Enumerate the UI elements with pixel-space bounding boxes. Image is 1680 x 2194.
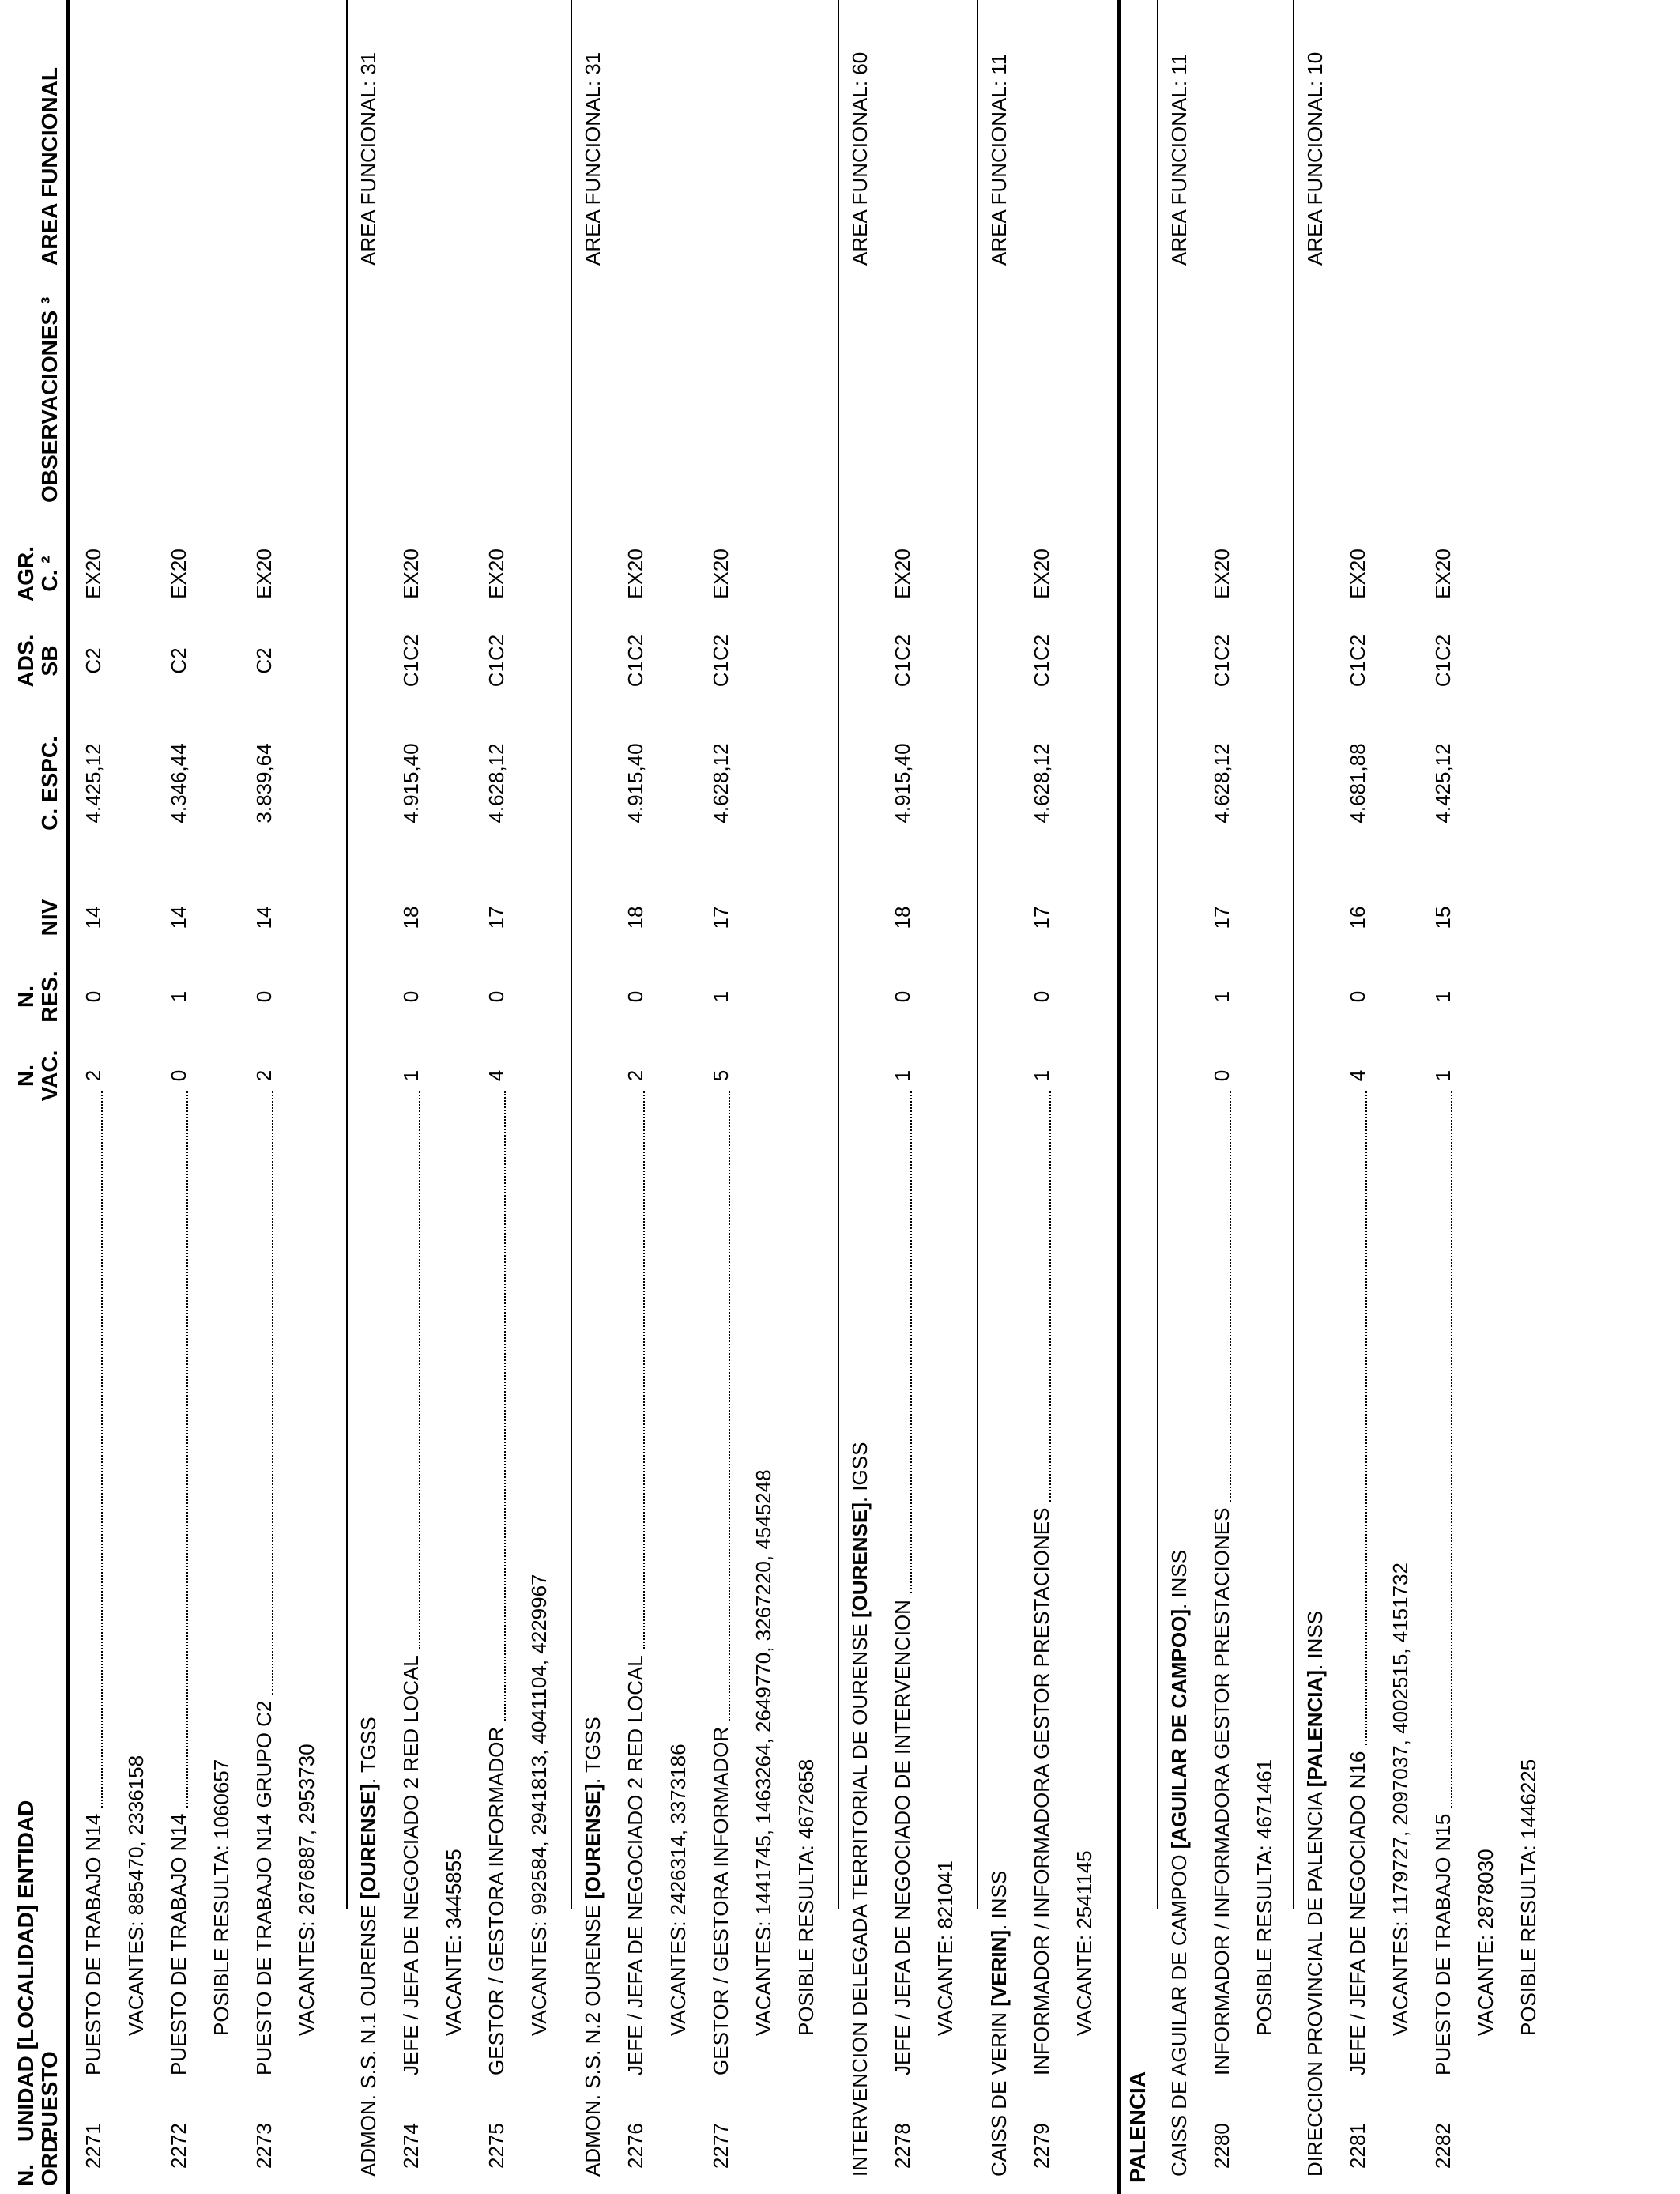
row-puesto: PUESTO DE TRABAJO N14	[81, 1813, 105, 2075]
row-ord: 2281	[1346, 2123, 1369, 2169]
row-agr: EX20	[1210, 548, 1234, 599]
leader-dots	[185, 1091, 188, 1808]
header-unidad	[14, 1800, 62, 2142]
row-niv: 16	[1346, 906, 1369, 929]
row-niv: 15	[1431, 906, 1455, 929]
row-niv: 14	[252, 906, 276, 929]
row-detail: VACANTES: 885470, 2336158	[124, 1755, 148, 2036]
row-detail: VACANTES: 2676887, 2953730	[295, 1744, 318, 2036]
row-ads: C1C2	[1210, 634, 1234, 688]
row-agr: EX20	[167, 548, 190, 599]
header-rule	[66, 0, 70, 2194]
row-puesto: PUESTO DE TRABAJO N14	[167, 1813, 190, 2075]
row-ord: 2282	[1431, 2123, 1455, 2169]
area-funcional: AREA FUNCIONAL: 11	[987, 53, 1011, 266]
header-unidad-line1: UNIDAD [LOCALIDAD] ENTIDAD	[13, 1800, 38, 2142]
row-puesto: GESTOR / GESTORA INFORMADOR	[484, 1726, 508, 2075]
row-res: 1	[709, 990, 733, 1003]
row-espc: 4.681,88	[1346, 743, 1369, 824]
unit-locality: [VERIN]	[987, 1929, 1011, 2007]
row-vac: 5	[709, 1069, 733, 1082]
leader-dots	[1449, 1091, 1452, 1808]
row-espc: 3.839,64	[252, 743, 276, 824]
header-res-line1: N.	[13, 986, 38, 1008]
leader-dots	[1048, 1091, 1051, 1502]
row-detail: VACANTE: 821041	[933, 1860, 957, 2036]
row-ads: C1C2	[1346, 634, 1369, 688]
row-res: 1	[1210, 990, 1234, 1003]
row-detail: POSIBLE RESULTA: 4672658	[794, 1759, 818, 2036]
area-funcional: AREA FUNCIONAL: 11	[1167, 53, 1191, 266]
row-detail: VACANTE: 2541145	[1072, 1850, 1096, 2036]
row-vac: 0	[167, 1069, 190, 1082]
unit-name	[1304, 1611, 1326, 2177]
row-niv: 18	[623, 906, 647, 929]
row-ads: C1C2	[709, 634, 733, 688]
leader-dots	[1228, 1091, 1231, 1502]
group-rule	[1293, 0, 1294, 1909]
row-res: 0	[81, 990, 105, 1003]
row-niv: 17	[1030, 906, 1053, 929]
row-puesto: JEFE / JEFA DE NEGOCIADO 2 RED LOCAL	[399, 1655, 423, 2075]
header-obs-label: OBSERVACIONES ³	[37, 296, 62, 503]
unit-entity: . INSS	[987, 1870, 1011, 1930]
row-ads: C1C2	[399, 634, 423, 688]
row-vac: 1	[1431, 1069, 1455, 1082]
row-espc: 4.628,12	[709, 743, 733, 824]
header-vac	[14, 1040, 62, 1111]
header-vac-line1: N.	[13, 1065, 38, 1087]
header-ads-line1: ADS.	[13, 634, 38, 688]
header-res	[14, 961, 62, 1032]
row-res: 0	[484, 990, 508, 1003]
unit-name	[357, 1717, 379, 2177]
row-vac: 2	[623, 1069, 647, 1082]
row-res: 0	[891, 990, 914, 1003]
row-agr: EX20	[252, 548, 276, 599]
unit-name	[582, 1717, 604, 2177]
row-espc: 4.915,40	[623, 743, 647, 824]
row-ord: 2275	[484, 2123, 508, 2169]
unit-name-text: ADMON. S.S. N.1 OURENSE	[356, 1898, 380, 2177]
row-puesto: GESTOR / GESTORA INFORMADOR	[709, 1726, 733, 2075]
row-ord: 2272	[167, 2123, 190, 2169]
group-rule	[838, 0, 839, 1909]
section-title: PALENCIA	[1125, 2071, 1150, 2183]
header-obs	[38, 281, 62, 503]
header-vac-line2: VAC.	[37, 1050, 62, 1102]
row-detail: POSIBLE RESULTA: 1446225	[1516, 1759, 1540, 2036]
row-ads: C2	[252, 647, 276, 674]
row-puesto: JEFE / JEFA DE NEGOCIADO 2 RED LOCAL	[623, 1655, 647, 2075]
row-detail: VACANTES: 2426314, 3373186	[666, 1744, 690, 2036]
header-espc-label: C. ESPC.	[37, 736, 62, 831]
row-agr: EX20	[623, 548, 647, 599]
row-niv: 18	[891, 906, 914, 929]
unit-name-text: CAISS DE AGUILAR DE CAMPOO	[1167, 1849, 1191, 2177]
unit-name-text: ADMON. S.S. N.2 OURENSE	[581, 1898, 605, 2177]
header-espc	[38, 724, 62, 843]
row-detail: VACANTE: 3445855	[442, 1849, 465, 2036]
header-agr-line2: C. ²	[37, 556, 62, 592]
leader-dots	[1364, 1091, 1367, 1745]
row-ord: 2279	[1030, 2123, 1053, 2169]
row-res: 0	[399, 990, 423, 1003]
row-ord: 2276	[623, 2123, 647, 2169]
area-funcional: AREA FUNCIONAL: 31	[356, 51, 380, 266]
unit-name-text: CAISS DE VERIN	[987, 2006, 1011, 2177]
row-niv: 17	[1210, 906, 1234, 929]
row-ord: 2273	[252, 2123, 276, 2169]
row-agr: EX20	[709, 548, 733, 599]
row-espc: 4.425,12	[81, 743, 105, 824]
row-detail: VACANTES: 1179727, 2097037, 4002515, 4151732	[1388, 1563, 1412, 2036]
row-espc: 4.915,40	[399, 743, 423, 824]
row-puesto: INFORMADOR / INFORMADORA GESTOR PRESTACIONES	[1210, 1507, 1234, 2075]
row-ord: 2274	[399, 2123, 423, 2169]
row-ads: C2	[81, 647, 105, 674]
row-niv: 14	[167, 906, 190, 929]
row-res: 1	[1431, 990, 1455, 1003]
unit-entity: . TGSS	[581, 1717, 605, 1785]
row-puesto: JEFE / JEFA DE NEGOCIADO N16	[1346, 1751, 1369, 2075]
row-espc: 4.915,40	[891, 743, 914, 824]
row-res: 0	[623, 990, 647, 1003]
unit-name	[1168, 1550, 1190, 2177]
section-rule	[1117, 0, 1121, 2194]
header-agr-line1: AGR.	[13, 546, 38, 601]
row-niv: 14	[81, 906, 105, 929]
unit-name	[988, 1871, 1010, 2177]
row-ads: C2	[167, 647, 190, 674]
group-rule	[571, 0, 572, 1909]
row-ads: C1C2	[1431, 634, 1455, 688]
unit-name-text: INTERVENCION DELEGADA TERRITORIAL DE OURENSE	[848, 1618, 872, 2177]
row-vac: 0	[1210, 1069, 1234, 1082]
area-funcional: AREA FUNCIONAL: 10	[1303, 51, 1327, 266]
leader-dots	[270, 1091, 273, 1695]
leader-dots	[642, 1091, 645, 1649]
area-funcional: AREA FUNCIONAL: 60	[848, 51, 872, 266]
header-agr	[14, 534, 62, 613]
row-res: 0	[1030, 990, 1053, 1003]
unit-entity: . IGSS	[848, 1442, 872, 1503]
area-funcional: AREA FUNCIONAL: 31	[581, 51, 605, 266]
row-detail: VACANTE: 2878030	[1474, 1849, 1497, 2036]
row-detail: POSIBLE RESULTA: 1060657	[209, 1759, 233, 2036]
row-niv: 17	[484, 906, 508, 929]
leader-dots	[417, 1091, 420, 1649]
header-res-line2: RES.	[37, 971, 62, 1023]
row-vac: 2	[252, 1069, 276, 1082]
header-area	[38, 5, 62, 266]
row-vac: 1	[399, 1069, 423, 1082]
row-puesto: PUESTO DE TRABAJO N14 GRUPO C2	[252, 1700, 276, 2075]
row-puesto: INFORMADOR / INFORMADORA GESTOR PRESTACIONES	[1030, 1507, 1053, 2075]
row-detail: VACANTES: 992584, 2941813, 4041104, 4229967	[527, 1574, 551, 2036]
row-res: 1	[167, 990, 190, 1003]
row-agr: EX20	[1431, 548, 1455, 599]
row-ord: 2277	[709, 2123, 733, 2169]
unit-name	[849, 1442, 871, 2177]
row-res: 0	[252, 990, 276, 1003]
row-agr: EX20	[1030, 548, 1053, 599]
header-ord-line2: ORD.	[37, 2131, 62, 2186]
leader-dots	[909, 1091, 912, 1593]
row-ads: C1C2	[484, 634, 508, 688]
row-espc: 4.628,12	[1030, 743, 1053, 824]
header-ads	[14, 621, 62, 700]
header-unidad-line2: PUESTO	[37, 2051, 62, 2142]
row-espc: 4.628,12	[1210, 743, 1234, 824]
header-ord-line1: N.	[13, 2164, 38, 2186]
row-ord: 2278	[891, 2123, 914, 2169]
row-espc: 4.425,12	[1431, 743, 1455, 824]
header-niv	[38, 890, 62, 945]
header-niv-label: NIV	[37, 899, 62, 937]
unit-locality: [OURENSE]	[581, 1784, 605, 1899]
row-vac: 4	[1346, 1069, 1369, 1082]
row-vac: 1	[1030, 1069, 1053, 1082]
group-rule	[977, 0, 978, 1909]
row-vac: 4	[484, 1069, 508, 1082]
leader-dots	[100, 1091, 103, 1808]
row-agr: EX20	[81, 548, 105, 599]
row-ord: 2271	[81, 2123, 105, 2169]
group-rule	[346, 0, 348, 1909]
row-vac: 1	[891, 1069, 914, 1082]
unit-locality: [AGUILAR DE CAMPOO]	[1167, 1609, 1191, 1849]
unit-locality: [OURENSE]	[848, 1502, 872, 1619]
row-agr: EX20	[484, 548, 508, 599]
header-area-label: AREA FUNCIONAL	[37, 67, 62, 266]
row-ord: 2280	[1210, 2123, 1234, 2169]
row-ads: C1C2	[1030, 634, 1053, 688]
row-niv: 18	[399, 906, 423, 929]
unit-name-text: DIRECCION PROVINCIAL DE PALENCIA	[1303, 1787, 1327, 2177]
row-detail: VACANTES: 1441745, 1463264, 2649770, 3267220, 4545248	[751, 1469, 775, 2036]
row-niv: 17	[709, 906, 733, 929]
row-puesto: JEFE / JEFA DE NEGOCIADO DE INTERVENCION	[891, 1600, 914, 2075]
row-espc: 4.346,44	[167, 743, 190, 824]
unit-locality: [OURENSE]	[356, 1784, 380, 1899]
row-agr: EX20	[891, 548, 914, 599]
row-vac: 2	[81, 1069, 105, 1082]
leader-dots	[727, 1091, 730, 1721]
unit-entity: . INSS	[1167, 1549, 1191, 1610]
row-espc: 4.628,12	[484, 743, 508, 824]
row-ads: C1C2	[623, 634, 647, 688]
row-res: 0	[1346, 990, 1369, 1003]
row-ads: C1C2	[891, 634, 914, 688]
unit-entity: . INSS	[1303, 1610, 1327, 1671]
unit-entity: . TGSS	[356, 1717, 380, 1785]
group-rule	[1157, 0, 1158, 1909]
row-agr: EX20	[399, 548, 423, 599]
row-puesto: PUESTO DE TRABAJO N15	[1431, 1813, 1455, 2075]
leader-dots	[503, 1091, 506, 1721]
row-agr: EX20	[1346, 548, 1369, 599]
header-ads-line2: SB	[37, 645, 62, 677]
unit-locality: [PALENCIA]	[1303, 1670, 1327, 1788]
row-detail: POSIBLE RESULTA: 4671461	[1252, 1759, 1276, 2036]
